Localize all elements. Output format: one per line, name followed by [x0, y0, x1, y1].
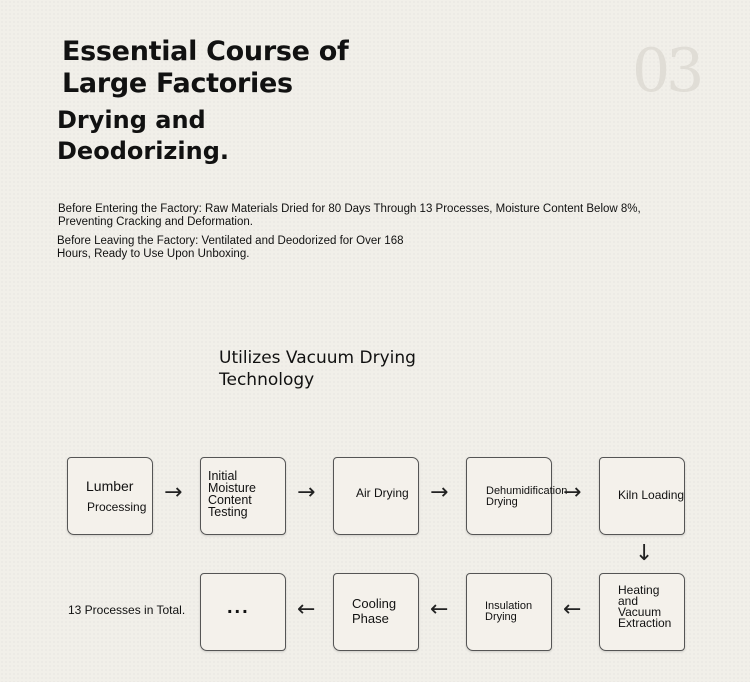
step-label-dehumidification: Dehumidification Drying: [486, 485, 568, 508]
technology-heading: Utilizes Vacuum Drying Technology: [219, 348, 416, 390]
arrow-left-icon: ←: [297, 597, 316, 622]
arrow-right-icon: →: [563, 480, 582, 505]
process-step-lumber-processing: [67, 457, 153, 535]
arrow-right-icon: →: [164, 480, 183, 505]
arrow-right-icon: →: [430, 480, 449, 505]
step-label-cooling-phase: Cooling Phase: [352, 596, 397, 626]
page-number: 03: [632, 36, 701, 106]
description-before-entering: Before Entering the Factory: Raw Materials Dried for 80 Days Through 13 Processes, Moisture Content Below 8%, Preventing Cracking and Deformation.: [58, 203, 641, 228]
arrow-left-icon: ←: [563, 597, 582, 622]
step-label-processing: Processing: [87, 500, 147, 514]
page-subtitle: Drying and Deodorizing.: [57, 106, 229, 165]
step-label-kiln-loading: Kiln Loading: [618, 488, 685, 502]
step-label-lumber: Lumber: [86, 478, 134, 494]
step-label-heating-vacuum: Heating and Vacuum Extraction: [618, 583, 672, 630]
arrow-down-icon: ↓: [635, 541, 654, 566]
step-label-more: ...: [227, 596, 250, 618]
total-processes-note: 13 Processes in Total.: [68, 603, 186, 617]
arrow-left-icon: ←: [430, 597, 449, 622]
arrow-right-icon: →: [297, 480, 316, 505]
page-title: Essential Course of Large Factories: [62, 36, 349, 99]
step-label-moisture-testing: Initial Moisture Content Testing: [208, 469, 256, 519]
step-label-air-drying: Air Drying: [356, 486, 409, 500]
description-before-leaving: Before Leaving the Factory: Ventilated and Deodorized for Over 168 Hours, Ready to Use Upon Unboxing.: [57, 235, 404, 260]
step-label-insulation-drying: Insulation Drying: [485, 600, 533, 623]
